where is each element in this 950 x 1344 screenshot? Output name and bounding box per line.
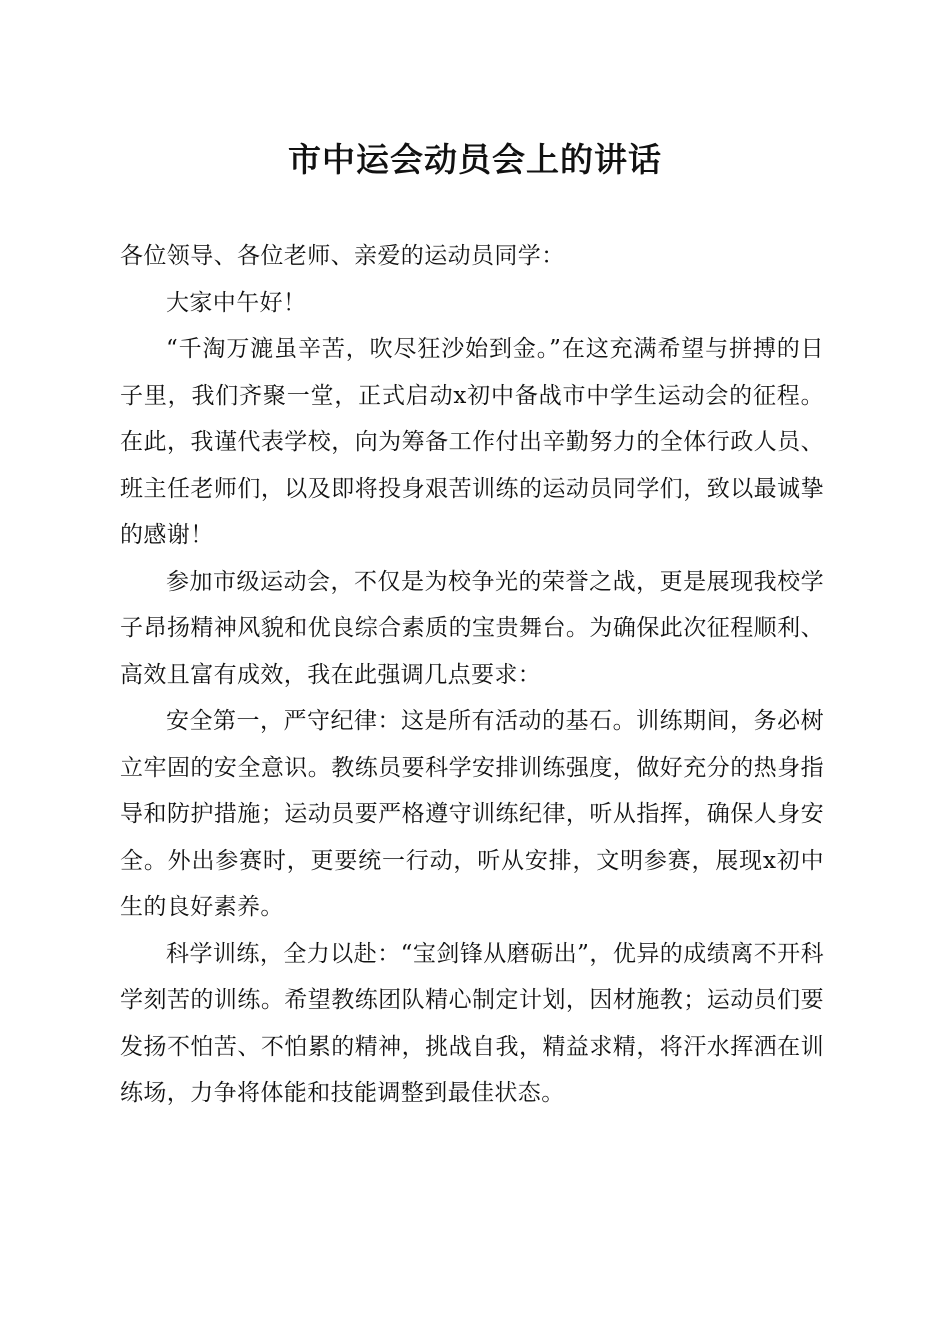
document-title: 市中运会动员会上的讲话 <box>288 140 662 179</box>
paragraph-significance: 参加市级运动会，不仅是为校争光的荣誉之战，更是展现我校学子昂扬精神风貌和优良综合素质的宝贵舞台。为确保此次征程顺利、高效且富有成效，我在此强调几点要求： <box>120 568 824 688</box>
paragraph-greeting: 大家中午好！ <box>166 289 307 316</box>
document-body <box>120 233 824 1117</box>
paragraph-training: 科学训练，全力以赴：“宝剑锋从磨砺出”，优异的成绩离不开科学刻苦的训练。希望教练团队精心制定计划，因材施教；运动员们要发扬不怕苦、不怕累的精神，挑战自我，精益求精，将汗水挥洒在训练场，力争将体能和技能调整到最佳状态。 <box>120 940 824 1106</box>
paragraph-safety: 安全第一，严守纪律：这是所有活动的基石。训练期间，务必树立牢固的安全意识。教练员要科学安排训练强度，做好充分的热身指导和防护措施；运动员要严格遵守训练纪律，听从指挥，确保人身安全。外出参赛时，更要统一行动，听从安排，文明参赛，展现x初中生的良好素养。 <box>120 708 824 920</box>
paragraph-opening: “千淘万漉虽辛苦，吹尽狂沙始到金。”在这充满希望与拼搏的日子里，我们齐聚一堂，正式启动x初中备战市中学生运动会的征程。在此，我谨代表学校，向为筹备工作付出辛勤努力的全体行政人员、班主任老师们，以及即将投身艰苦训练的运动员同学们，致以最诚挚的感谢！ <box>120 336 824 548</box>
salutation: 各位领导、各位老师、亲爱的运动员同学： <box>120 243 565 269</box>
